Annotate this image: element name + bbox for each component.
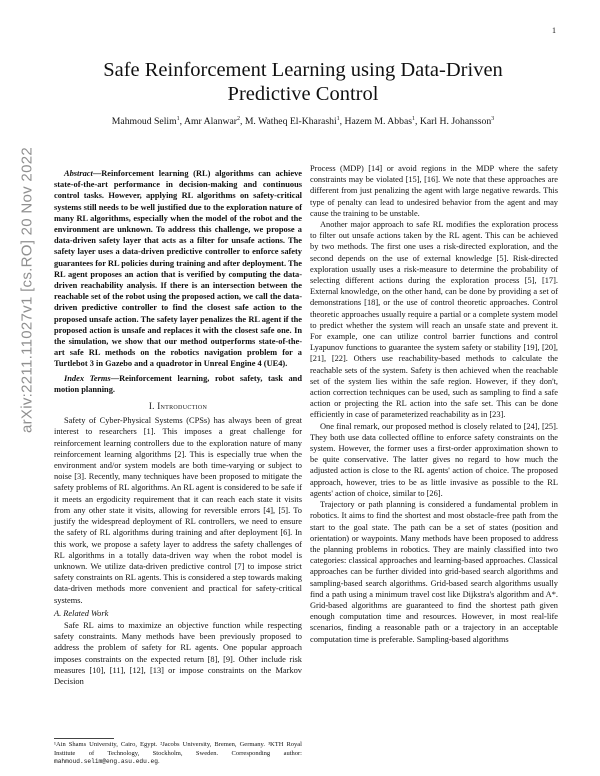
- body-paragraph: Trajectory or path planning is considered a fundamental problem in robotics. It aims to find the shortest and most obstacle-free path from the start to the goal state. The path can be a set of states (position and orientation) or waypoints. Many methods have been proposed to address the planning problems in robotics. They are mainly classified into two categories: classical approaches and learning-based approaches. Classical approaches can be further divided into grid-based search algorithms and sampling-based search algorithms. Grid-based search algorithms usually find a path using a minimum travel cost like Dijkstra's algorithm and A*. Grid-based algorithms are guaranteed to find the shortest path given enough computation time and resources. However, in most real-life scenarios, finding a reasonable path or a trajectory in an acceptable computation time is preferable. Sampling-based algorithms: [310, 500, 558, 644]
- page-number: 1: [552, 26, 556, 35]
- abstract-text: —Reinforcement learning (RL) algorithms can achieve state-of-the-art performance in decision-making and continuous control tasks. However, applying RL algorithms on safety-critical systems still needs to be well justified due to the exploration nature of many RL algorithms, especially when the model of the robot and the environment are unknown. To address this challenge, we propose a data-driven safety layer that acts as a filter for unsafe actions. The safety layer uses a data-driven predictive controller to enforce safety guarantees for RL policies during training and after deployment. The RL agent proposes an action that is verified by computing the data-driven reachability analysis. If there is an intersection between the reachable set of the robot using the proposed action, we call the data-driven predictive controller to find the closest safe action to the proposed unsafe action. The safety layer penalizes the RL agent if the proposed action is unsafe and replaces it with the closest safe one. In the simulation, we show that our method outperforms state-of-the-art safe RL methods on the robotics navigation problem for a Turtlebot 3 in Gazebo and a quadrotor in Unreal Engine 4 (UE4).: [54, 169, 302, 369]
- author-list: Mahmoud Selim$^1$, Amr Alanwar$^2$, M. Watheq El-Kharashi$^1$, Hazem M. Abbas$^1$, Karl H. Johansson$^3$: [111, 116, 495, 128]
- author-name: Mahmoud Selim: [111, 116, 177, 128]
- footnote-divider: [54, 738, 114, 739]
- author-name: M. Watheq El-Kharashi: [244, 116, 337, 128]
- corresponding-email: mahmoud.selim@eng.asu.edu.eg: [54, 758, 158, 766]
- index-terms-label: Index Terms: [64, 373, 111, 383]
- author-affiliation: 1: [336, 116, 340, 122]
- body-paragraph: One final remark, our proposed method is closely related to [24], [25]. They both use data collected offline to enforce safety constraints on the system. However, the former uses a first-order approximation shown to be quite conservative. The latter gives no regard to how much the adjusted action is close to the RL agents' action of choice. The proposed approach, however, tries to be as little invasive as possible to the RL agents' action of choice, similar to [26].: [310, 421, 558, 498]
- index-terms-text: —Reinforcement learning, robot safety, task and motion planning.: [54, 373, 302, 394]
- author-name: Karl H. Johansson: [419, 116, 492, 128]
- footnote-end: .: [157, 758, 160, 766]
- intro-paragraph: Safety of Cyber-Physical Systems (CPSs) has always been of great interest to researchers [1]. This imposes a great challenge for reinforcement learning controllers due to the exploration nature of many reinforcement learning algorithms [2]. This is especially true when the environment and/or system models are both time-varying or subject to noise [3]. Recently, many techniques have been proposed to mitigate the safety problems of RL algorithms. An RL agent is considered to be safe if it meets an ergodicity requirement that it can reach each state it visits from any other state it visits, allowing for reversible errors [4], [5]. To justify the widespread deployment of RL controllers, we need to ensure the safety of RL algorithms during training and after deployment [6]. In this work, we propose a safety layer to address the safety challenges of RL algorithms in a totally data-driven way when the robot model is unknown. We utilize data-driven predictive control [7] to impose strict safety constraints on RL agents. This is considered a step towards making data-driven methods more convenient and practical for safety-critical systems.: [54, 416, 302, 605]
- title-line-2: Predictive Control: [227, 83, 379, 105]
- related-work-paragraph: Safe RL aims to maximize an objective function while respecting safety constraints. Many methods have been previously proposed to address the problem of safety for RL agents. One popular approach imposes constraints on the expected return [8], [9]. Other include risk measures [10], [11], [12], [13] or impose constraints on the Markov Decision: [54, 620, 302, 686]
- author-affiliation: 1: [412, 116, 416, 122]
- abstract-label: Abstract: [64, 169, 93, 178]
- arxiv-watermark: arXiv:2211.11027v1 [cs.RO] 20 Nov 2022: [18, 146, 36, 434]
- author-name: Hazem M. Abbas: [344, 116, 413, 128]
- paper-title: [70, 58, 536, 106]
- body-paragraph: Another major approach to safe RL modifies the exploration process to filter out unsafe actions taken by the RL agent. This can be achieved by two methods. The first one uses a risk-directed exploration, and the second depends on the use of external knowledge [5]. Risk-directed exploration usually uses a risk-measure to determine the probability of selecting different actions during the exploration process [5], [17]. External knowledge, on the other hand, can be done by providing a set of demonstrations [18], or the use of control theoretic approaches. Control theoretic approaches usually require a partial or a complete system model to predict whether the system will reach an unsafe state and prevent it. For example, one can utilize control barrier functions and control Lyapunov functions to guarantee the system safety or stability [19], [20], [21], [22]. Others use reachability-based methods to calculate the reachable sets of the system. Safety is then achieved when the reachable set of the system lies within the safe region. However, if they don't, action correction techniques can be used, such as sampling to find a safe action or projecting the RL action into the safe set. This can be done efficiently in case of parameterized reachability as in [23].: [310, 220, 558, 420]
- title-line-1: Safe Reinforcement Learning using Data-Driven: [103, 59, 503, 81]
- author-affiliation: 3: [491, 116, 495, 122]
- abstract: [54, 168, 302, 370]
- author-name: Amr Alanwar: [183, 116, 237, 128]
- subsection-heading-related-work: A. Related Work: [54, 608, 109, 618]
- left-column: [54, 168, 302, 728]
- right-column: [310, 163, 558, 763]
- author-affiliation: 1: [176, 116, 180, 122]
- body-paragraph: Process (MDP) [14] or avoid regions in the MDP where the safety constraints may be violated [15], [16]. We note that these approaches are different from just penalizing the agent with large negative rewards. This type of penalty can lead to undesired behavior from the agent and may cause the training to be unstable.: [310, 164, 558, 218]
- section-heading-introduction: I. Introduction: [148, 401, 208, 412]
- index-terms: [54, 373, 302, 395]
- affiliation-footnote: [54, 741, 302, 767]
- author-affiliation: 2: [236, 116, 240, 122]
- footnote-text: ¹Ain Shams University, Cairo, Egypt. ²Jacobs University, Bremen, Germany. ³KTH Royal Institute of Technology, Stockholm, Sweden. Corresponding author:: [54, 741, 302, 757]
